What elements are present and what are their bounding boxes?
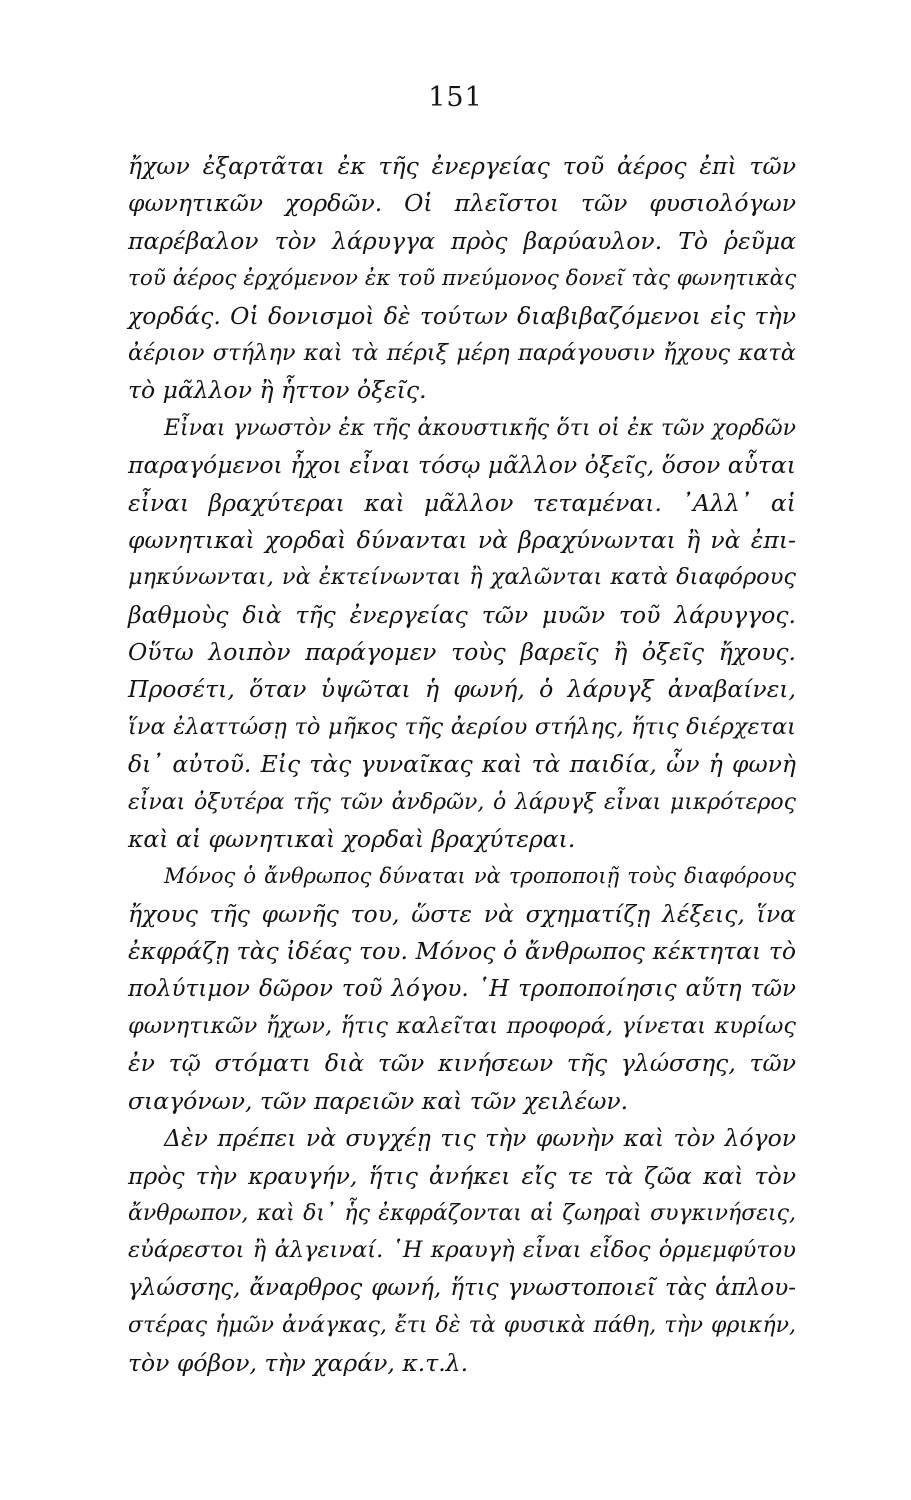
text-line: Οὕτω λοιπὸν παράγομεν τοὺς βαρεῖς ἢ ὀξεῖς ἤχους. (128, 638, 796, 667)
text-line: ἵνα ἐλαττώσῃ τὸ μῆκος τῆς ἀερίου στήλης, ἥτις διέρχεται (128, 713, 796, 740)
text-line: πρὸς τὴν κραυγήν, ἥτις ἀνήκει εἴς τε τὰ ζῶα καὶ τὸν (128, 1161, 796, 1190)
text-line: τοῦ ἀέρος ἐρχόμενον ἐκ τοῦ πνεύμονος δονεῖ τὰς φωνητικὰς (128, 266, 797, 292)
text-line: ἐν τῷ στόματι διὰ τῶν κινήσεων τῆς γλώσσης, τῶν (128, 1049, 796, 1078)
text-line: παραγόμενοι ἦχοι εἶναι τόσῳ μᾶλλον ὀξεῖς, ὅσον αὗται (128, 451, 797, 480)
text-line: Προσέτι, ὅταν ὑψῶται ἡ φωνή, ὁ λάρυγξ ἀναβαίνει, (128, 675, 796, 704)
text-line: Δὲν πρέπει νὰ συγχέῃ τις τὴν φωνὴν καὶ τὸν λόγον (164, 1124, 796, 1153)
text-line: εἶναι βραχύτεραι καὶ μᾶλλον τεταμέναι. ᾿Αλλ᾿ αἱ (128, 488, 796, 517)
page-number: 151 (428, 82, 483, 113)
text-line: βαθμοὺς διὰ τῆς ἐνεργείας τῶν μυῶν τοῦ λάρυγγος. (128, 600, 796, 629)
text-line: στέρας ἡμῶν ἀνάγκας, ἔτι δὲ τὰ φυσικὰ πάθη, τὴν φρικήν, (128, 1313, 796, 1339)
text-line: γλώσσης, ἄναρθρος φωνή, ἥτις γνωστοποιεῖ τὰς ἁπλου- (128, 1274, 796, 1301)
text-line: Εἶναι γνωστὸν ἐκ τῆς ἀκουστικῆς ὅτι οἱ ἐκ τῶν χορδῶν (164, 415, 796, 441)
text-line: χορδάς. Οἱ δονισμοὶ δὲ τούτων διαβιβαζόμενοι εἰς τὴν (128, 301, 796, 330)
text-line: τὸ μᾶλλον ἢ ἧττον ὀξεῖς. (128, 376, 427, 405)
text-line: ἤχους τῆς φωνῆς του, ὥστε νὰ σχηματίζῃ λέξεις, ἵνα (128, 899, 796, 928)
text-line: ἀέριον στήλην καὶ τὰ πέριξ μέρη παράγουσιν ἤχους κατὰ (128, 339, 796, 366)
text-line: φωνητικῶν χορδῶν. Οἱ πλεῖστοι τῶν φυσιολόγων (128, 189, 796, 218)
text-line: παρέβαλον τὸν λάρυγγα πρὸς βαρύαυλον. Τὸ ῥεῦμα (128, 226, 796, 255)
text-line: φωνητικαὶ χορδαὶ δύνανται νὰ βραχύνωνται ἢ νὰ ἐπι- (128, 525, 796, 554)
text-line: καὶ αἱ φωνητικαὶ χορδαὶ βραχύτεραι. (128, 825, 576, 854)
text-line: σιαγόνων, τῶν παρειῶν καὶ τῶν χειλέων. (128, 1086, 629, 1115)
text-line: τὸν φόβον, τὴν χαράν, κ.τ.λ. (128, 1348, 469, 1377)
text-line: μηκύνωνται, νὰ ἐκτείνωνται ἢ χαλῶνται κατὰ διαφόρους (128, 564, 796, 591)
text-line: εὐάρεστοι ἢ ἀλγειναί. ῾Η κραυγὴ εἶναι εἶδος ὁρμεμφύτου (128, 1237, 796, 1264)
text-line: ἄνθρωπον, καὶ δι᾿ ἧς ἐκφράζονται αἱ ζωηραὶ συγκινήσεις, (128, 1200, 796, 1226)
text-line: φωνητικῶν ἤχων, ἥτις καλεῖται προφορά, γίνεται κυρίως (128, 1012, 796, 1039)
text-line: δι᾿ αὐτοῦ. Εἰς τὰς γυναῖκας καὶ τὰ παιδία, ὧν ἡ φωνὴ (128, 750, 796, 779)
text-line: ἤχων ἐξαρτᾶται ἐκ τῆς ἐνεργείας τοῦ ἀέρος ἐπὶ τῶν (128, 152, 796, 180)
body-text (128, 148, 796, 1382)
text-line: πολύτιμον δῶρον τοῦ λόγου. ῾Η τροποποίησις αὕτη τῶν (128, 975, 796, 1002)
text-line: εἶναι ὀξυτέρα τῆς τῶν ἀνδρῶν, ὁ λάρυγξ εἶναι μικρότερος (128, 789, 796, 815)
text-line: ἐκφράζῃ τὰς ἰδέας του. Μόνος ὁ ἄνθρωπος κέκτηται τὸ (128, 937, 796, 966)
text-line: Μόνος ὁ ἄνθρωπος δύναται νὰ τροποποιῇ τοὺς διαφόρους (164, 864, 796, 889)
